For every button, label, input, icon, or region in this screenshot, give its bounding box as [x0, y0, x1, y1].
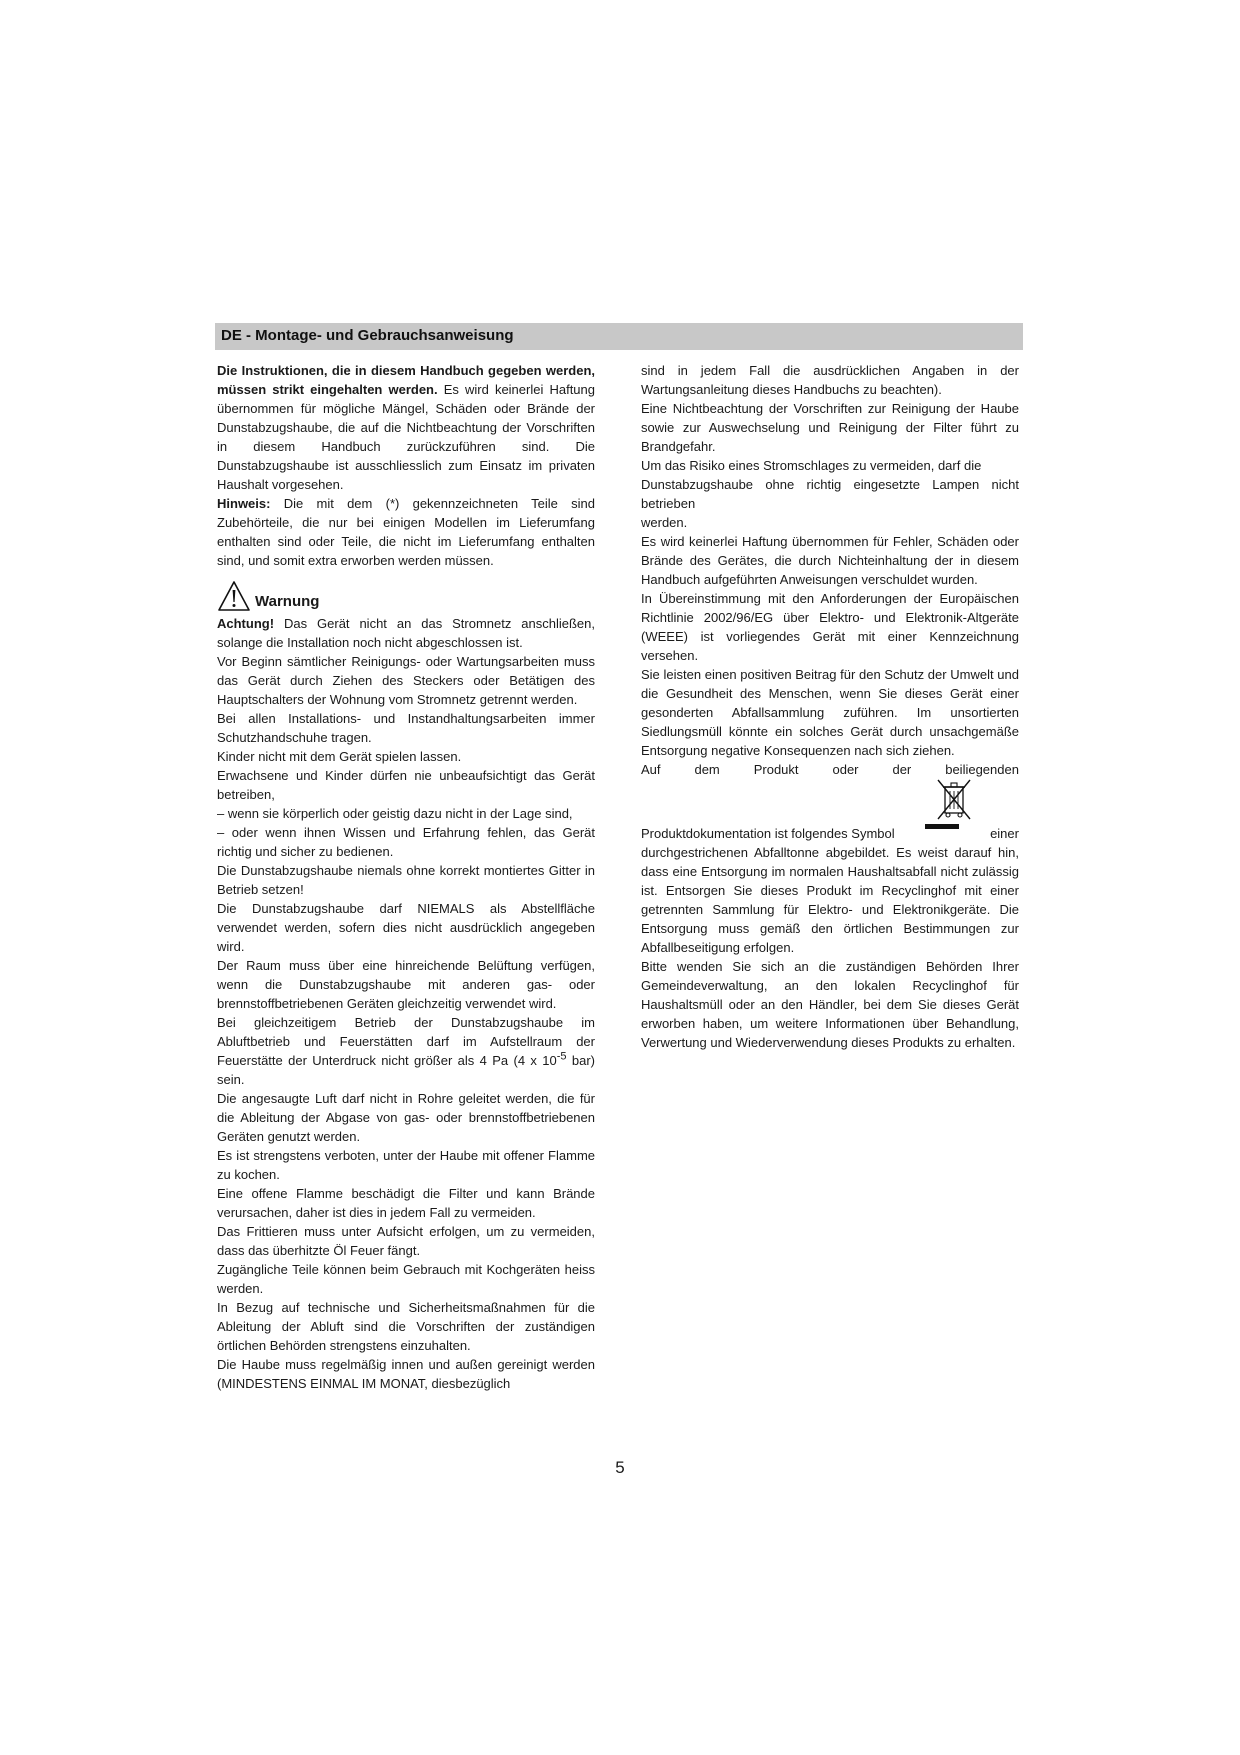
- hinweis-text: Die mit dem (*) gekennzeichneten Teile sind Zubehörteile, die nur bei einigen Modellen im Lieferumfang enthalten sind oder Teile, die nicht im Lieferumfang enthalten sind, und somit extra erworben werden müssen.: [217, 496, 595, 568]
- achtung-text: Das Gerät nicht an das Stromnetz anschließen, solange die Installation noch nicht abgeschlossen ist.: [217, 616, 595, 650]
- right-paragraph-group-a: [641, 361, 1019, 760]
- weee-intro-word: beiliegenden: [945, 762, 1019, 777]
- instruction-paragraph: Der Raum muss über eine hinreichende Belüftung verfügen, wenn die Dunstabzugshaube mit anderen gas- oder brennstoffbetriebenen Geräten gleichzeitig verwendet wird.: [217, 958, 595, 1011]
- instruction-paragraph: Um das Risiko eines Stromschlages zu vermeiden, darf die: [641, 458, 982, 473]
- left-column: [217, 361, 595, 1393]
- hinweis-paragraph: [217, 494, 595, 570]
- instruction-paragraph: Erwachsene und Kinder dürfen nie unbeaufsichtigt das Gerät betreiben,: [217, 768, 595, 802]
- instruction-paragraph: In Bezug auf technische und Sicherheitsmaßnahmen für die Ableitung der Abluft sind die Vorschriften der zuständigen örtlichen Behörden strengstens einzuhalten.: [217, 1300, 595, 1353]
- warning-title: Warnung: [255, 593, 320, 610]
- weee-intro-word: oder: [832, 762, 859, 777]
- instruction-paragraph: Sie leisten einen positiven Beitrag für den Schutz der Umwelt und die Gesundheit des Menschen, wenn Sie dieses Gerät einer gesonderten Abfallsammlung zuführen. Im unsortierten Siedlungsmüll könnte ein solches Gerät durch unsachgemäße Entsorgung negative Konsequenzen nach sich ziehen.: [641, 667, 1019, 758]
- weee-bar-symbol: [925, 824, 959, 829]
- page-number: 5: [615, 1458, 625, 1477]
- instruction-paragraph: werden.: [641, 515, 688, 530]
- instruction-paragraph: Eine offene Flamme beschädigt die Filter und kann Brände verursachen, daher ist dies in jedem Fall zu vermeiden.: [217, 1186, 595, 1220]
- instruction-paragraph: Die Dunstabzugshaube niemals ohne korrekt montiertes Gitter in Betrieb setzen!: [217, 863, 595, 897]
- instruction-paragraph: Die Dunstabzugshaube darf NIEMALS als Abstellfläche verwendet werden, sofern dies nicht ausdrücklich angegeben wird.: [217, 901, 595, 954]
- weee-intro-word: dem: [694, 762, 720, 777]
- left-paragraph-group-a: [217, 652, 595, 1013]
- instruction-paragraph: – wenn sie körperlich oder geistig dazu nicht in der Lage sind,: [217, 806, 573, 821]
- symbol-line-text-a: Produktdokumentation ist folgendes Symbol: [641, 826, 895, 841]
- instruction-paragraph: Zugängliche Teile können beim Gebrauch mit Kochgeräten heiss werden.: [217, 1262, 595, 1296]
- warning-heading: [217, 580, 595, 614]
- instruction-paragraph: Vor Beginn sämtlicher Reinigungs- oder Wartungsarbeiten muss das Gerät durch Ziehen des Steckers oder Betätigen des Hauptschalters der Wohnung vom Stromnetz getrennt werden.: [217, 654, 595, 707]
- instruction-paragraph: Bitte wenden Sie sich an die zuständigen Behörden Ihrer Gemeindeverwaltung, an den lokalen Recyclinghof für Haushaltsmüll oder an den Händler, bei dem Sie dieses Gerät erworben haben, um weitere Informationen über Behandlung, Verwertung und Wiederverwendung dieses Produkts zu erhalten.: [641, 959, 1019, 1050]
- weee-intro-word: der: [892, 762, 912, 777]
- pressure-text-a: Bei gleichzeitigem Betrieb der Dunstabzugshaube im Abluftbetrieb und Feuerstätten darf im Aufstellraum der Feuerstätte der Unterdruck nicht größer als 4 Pa (4 x 10: [217, 1015, 595, 1068]
- instruction-paragraph: Das Frittieren muss unter Aufsicht erfolgen, um zu vermeiden, dass das überhitzte Öl Feuer fängt.: [217, 1224, 595, 1258]
- instruction-paragraph: Eine Nichtbeachtung der Vorschriften zur Reinigung der Haube sowie zur Auswechselung und Reinigung der Filter führt zu Brandgefahr.: [641, 401, 1019, 454]
- achtung-paragraph: [217, 614, 595, 652]
- instruction-paragraph: durchgestrichenen Abfalltonne abgebildet. Es weist darauf hin, dass eine Entsorgung im normalen Haushaltsabfall nicht zulässig ist. Entsorgen Sie dieses Produkt im Recyclinghof mit einer getrennten Sammlung für Elektro- und Elektronikgeräte. Die Entsorgung muss gemäß den örtlichen Bestimmungen zur Abfallbeseitigung erfolgen.: [641, 845, 1019, 955]
- weee-intro-word: Produkt: [753, 762, 799, 777]
- pressure-text-b: bar) sein.: [217, 1053, 595, 1087]
- section-header-bar: [215, 323, 1023, 350]
- instruction-paragraph: Bei allen Installations- und Instandhaltungsarbeiten immer Schutzhandschuhe tragen.: [217, 711, 595, 745]
- symbol-line: [641, 824, 1019, 843]
- section-title: DE - Montage- und Gebrauchsanweisung: [221, 327, 514, 344]
- weee-symbol-row: [641, 779, 1019, 843]
- warning-triangle-icon: [217, 580, 251, 612]
- instruction-paragraph: Die angesaugte Luft darf nicht in Rohre geleitet werden, die für die Ableitung der Abgase von gas- oder brennstoffbetriebenen Geräten genutzt werden.: [217, 1091, 595, 1144]
- hinweis-label: Hinweis:: [217, 496, 271, 511]
- symbol-line-text-b: einer: [990, 826, 1019, 841]
- instruction-paragraph: Kinder nicht mit dem Gerät spielen lassen.: [217, 749, 462, 764]
- intro-text: Es wird keinerlei Haftung übernommen für mögliche Mängel, Schäden oder Brände der Dunstabzugshaube, die auf die Nichtbeachtung der Vorschriften in diesem Handbuch zurückzuführen sind. Die Dunstabzugshaube ist ausschliesslich zum Einsatz im privaten Haushalt vorgesehen.: [217, 382, 595, 492]
- right-paragraph-group-b: [641, 843, 1019, 1052]
- intro-paragraph: [217, 361, 595, 494]
- crossed-out-wheelie-bin-icon: [933, 777, 975, 821]
- instruction-paragraph: Dunstabzugshaube ohne richtig eingesetzte Lampen nicht betrieben: [641, 477, 1019, 511]
- achtung-label: Achtung!: [217, 616, 275, 631]
- instruction-paragraph: Es ist strengstens verboten, unter der Haube mit offener Flamme zu kochen.: [217, 1148, 595, 1182]
- left-paragraph-group-b: [217, 1089, 595, 1393]
- pressure-exponent: -5: [556, 1050, 567, 1063]
- intro-bold-text: Die Instruktionen, die in diesem Handbuch gegeben werden, müssen strikt eingehalten werden.: [217, 363, 595, 397]
- instruction-paragraph: Die Haube muss regelmäßig innen und außen gereinigt werden (MINDESTENS EINMAL IM MONAT, diesbezüglich: [217, 1357, 595, 1391]
- pressure-paragraph: [217, 1013, 595, 1089]
- weee-intro-word: Auf: [641, 762, 661, 777]
- instruction-paragraph: Es wird keinerlei Haftung übernommen für Fehler, Schäden oder Brände des Gerätes, die durch Nichteinhaltung der in diesem Handbuch aufgeführten Anweisungen verschuldet wurden.: [641, 534, 1019, 587]
- instruction-paragraph: – oder wenn ihnen Wissen und Erfahrung fehlen, das Gerät richtig und sicher zu bedienen.: [217, 825, 595, 859]
- instruction-paragraph: sind in jedem Fall die ausdrücklichen Angaben in der Wartungsanleitung dieses Handbuchs zu beachten).: [641, 363, 1019, 397]
- instruction-paragraph: In Übereinstimmung mit den Anforderungen der Europäischen Richtlinie 2002/96/EG über Elektro- und Elektronik-Altgeräte (WEEE) ist vorliegendes Gerät mit einer Kennzeichnung versehen.: [641, 591, 1019, 663]
- right-column: [641, 361, 1019, 1052]
